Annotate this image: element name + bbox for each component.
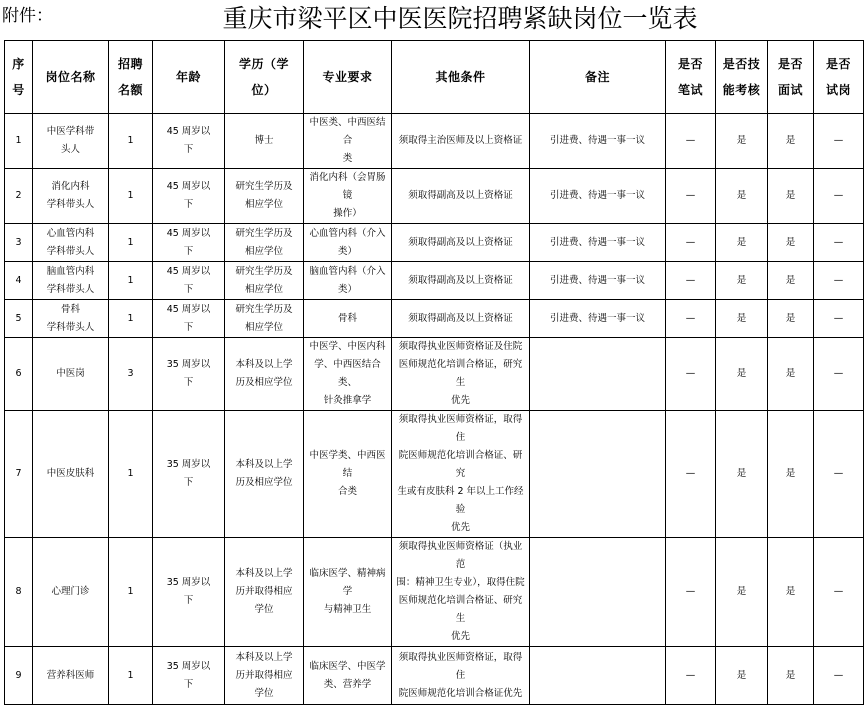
header-major: 专业要求 bbox=[304, 41, 392, 114]
cell-interview: 是 bbox=[768, 538, 814, 647]
cell-education: 本科及以上学 历及相应学位 bbox=[225, 411, 304, 538]
cell-probation: — bbox=[814, 300, 864, 338]
positions-table bbox=[4, 40, 864, 705]
cell-remark bbox=[530, 338, 666, 411]
cell-remark: 引进费、待遇一事一议 bbox=[530, 300, 666, 338]
cell-skill-assessment: 是 bbox=[716, 114, 768, 169]
cell-other-conditions: 须取得主治医师及以上资格证 bbox=[392, 114, 530, 169]
cell-skill-assessment: 是 bbox=[716, 224, 768, 262]
table-row bbox=[5, 411, 864, 538]
cell-age: 45 周岁以 下 bbox=[153, 224, 225, 262]
cell-remark: 引进费、待遇一事一议 bbox=[530, 169, 666, 224]
header-other-conditions: 其他条件 bbox=[392, 41, 530, 114]
cell-probation: — bbox=[814, 169, 864, 224]
cell-written-exam: — bbox=[666, 411, 716, 538]
cell-age: 45 周岁以 下 bbox=[153, 169, 225, 224]
cell-position: 骨科 学科带头人 bbox=[33, 300, 109, 338]
cell-major: 中医学、中医内科 学、中西医结合类、 针灸推拿学 bbox=[304, 338, 392, 411]
cell-seq: 5 bbox=[5, 300, 33, 338]
cell-written-exam: — bbox=[666, 300, 716, 338]
cell-remark: 引进费、待遇一事一议 bbox=[530, 114, 666, 169]
cell-education: 本科及以上学 历并取得相应 学位 bbox=[225, 538, 304, 647]
cell-skill-assessment: 是 bbox=[716, 169, 768, 224]
header-skill-assessment: 是否技 能考核 bbox=[716, 41, 768, 114]
cell-education: 研究生学历及 相应学位 bbox=[225, 224, 304, 262]
cell-seq: 9 bbox=[5, 647, 33, 705]
cell-major: 临床医学、精神病学 与精神卫生 bbox=[304, 538, 392, 647]
table-row bbox=[5, 262, 864, 300]
header-interview: 是否 面试 bbox=[768, 41, 814, 114]
cell-other-conditions: 须取得执业医师资格证及住院 医师规范化培训合格证，研究生 优先 bbox=[392, 338, 530, 411]
cell-seq: 6 bbox=[5, 338, 33, 411]
cell-remark: 引进费、待遇一事一议 bbox=[530, 262, 666, 300]
cell-seq: 8 bbox=[5, 538, 33, 647]
cell-interview: 是 bbox=[768, 169, 814, 224]
cell-position: 心理门诊 bbox=[33, 538, 109, 647]
cell-remark bbox=[530, 411, 666, 538]
cell-other-conditions: 须取得副高及以上资格证 bbox=[392, 300, 530, 338]
table-row bbox=[5, 300, 864, 338]
header-position: 岗位名称 bbox=[33, 41, 109, 114]
cell-probation: — bbox=[814, 262, 864, 300]
cell-other-conditions: 须取得副高及以上资格证 bbox=[392, 262, 530, 300]
cell-position: 中医学科带 头人 bbox=[33, 114, 109, 169]
cell-written-exam: — bbox=[666, 114, 716, 169]
header-probation: 是否 试岗 bbox=[814, 41, 864, 114]
cell-major: 中医学类、中西医结 合类 bbox=[304, 411, 392, 538]
cell-education: 博士 bbox=[225, 114, 304, 169]
cell-other-conditions: 须取得执业医师资格证（执业范 围：精神卫生专业），取得住院 医师规范化培训合格证、研究生 优先 bbox=[392, 538, 530, 647]
cell-remark: 引进费、待遇一事一议 bbox=[530, 224, 666, 262]
cell-skill-assessment: 是 bbox=[716, 262, 768, 300]
cell-interview: 是 bbox=[768, 411, 814, 538]
cell-written-exam: — bbox=[666, 262, 716, 300]
cell-other-conditions: 须取得执业医师资格证，取得住 院医师规范化培训合格证优先 bbox=[392, 647, 530, 705]
cell-written-exam: — bbox=[666, 169, 716, 224]
cell-written-exam: — bbox=[666, 647, 716, 705]
page-title: 重庆市梁平区中医医院招聘紧缺岗位一览表 bbox=[222, 4, 698, 33]
cell-major: 消化内科（会胃肠镜 操作） bbox=[304, 169, 392, 224]
cell-major: 脑血管内科（介入 类） bbox=[304, 262, 392, 300]
cell-education: 研究生学历及 相应学位 bbox=[225, 169, 304, 224]
cell-education: 本科及以上学 历及相应学位 bbox=[225, 338, 304, 411]
cell-age: 45 周岁以 下 bbox=[153, 300, 225, 338]
cell-other-conditions: 须取得执业医师资格证，取得住 院医师规范化培训合格证、研究 生或有皮肤科 2 年以上工作经验 优先 bbox=[392, 411, 530, 538]
header-age: 年龄 bbox=[153, 41, 225, 114]
cell-position: 心血管内科 学科带头人 bbox=[33, 224, 109, 262]
header-quota: 招聘 名额 bbox=[109, 41, 153, 114]
cell-quota: 1 bbox=[109, 224, 153, 262]
cell-position: 消化内科 学科带头人 bbox=[33, 169, 109, 224]
cell-age: 35 周岁以 下 bbox=[153, 411, 225, 538]
cell-position: 中医皮肤科 bbox=[33, 411, 109, 538]
cell-major: 中医类、中西医结合 类 bbox=[304, 114, 392, 169]
cell-written-exam: — bbox=[666, 224, 716, 262]
cell-probation: — bbox=[814, 538, 864, 647]
cell-age: 45 周岁以 下 bbox=[153, 114, 225, 169]
header-seq: 序 号 bbox=[5, 41, 33, 114]
cell-education: 本科及以上学 历并取得相应 学位 bbox=[225, 647, 304, 705]
cell-interview: 是 bbox=[768, 114, 814, 169]
cell-quota: 1 bbox=[109, 538, 153, 647]
table-row bbox=[5, 169, 864, 224]
cell-major: 临床医学、中医学 类、营养学 bbox=[304, 647, 392, 705]
cell-interview: 是 bbox=[768, 647, 814, 705]
cell-remark bbox=[530, 647, 666, 705]
cell-probation: — bbox=[814, 338, 864, 411]
cell-skill-assessment: 是 bbox=[716, 411, 768, 538]
cell-skill-assessment: 是 bbox=[716, 300, 768, 338]
cell-skill-assessment: 是 bbox=[716, 338, 768, 411]
cell-remark bbox=[530, 538, 666, 647]
cell-interview: 是 bbox=[768, 262, 814, 300]
cell-written-exam: — bbox=[666, 538, 716, 647]
cell-quota: 1 bbox=[109, 169, 153, 224]
cell-major: 骨科 bbox=[304, 300, 392, 338]
cell-education: 研究生学历及 相应学位 bbox=[225, 300, 304, 338]
table-row bbox=[5, 338, 864, 411]
cell-interview: 是 bbox=[768, 224, 814, 262]
cell-interview: 是 bbox=[768, 300, 814, 338]
cell-age: 35 周岁以 下 bbox=[153, 538, 225, 647]
cell-position: 脑血管内科 学科带头人 bbox=[33, 262, 109, 300]
cell-other-conditions: 须取得副高及以上资格证 bbox=[392, 169, 530, 224]
cell-age: 45 周岁以 下 bbox=[153, 262, 225, 300]
cell-seq: 2 bbox=[5, 169, 33, 224]
cell-seq: 1 bbox=[5, 114, 33, 169]
attachment-label: 附件： bbox=[2, 6, 53, 26]
cell-quota: 1 bbox=[109, 300, 153, 338]
cell-probation: — bbox=[814, 224, 864, 262]
table-row bbox=[5, 647, 864, 705]
cell-other-conditions: 须取得副高及以上资格证 bbox=[392, 224, 530, 262]
table-row bbox=[5, 538, 864, 647]
cell-quota: 1 bbox=[109, 411, 153, 538]
header-remark: 备注 bbox=[530, 41, 666, 114]
cell-quota: 3 bbox=[109, 338, 153, 411]
cell-age: 35 周岁以 下 bbox=[153, 647, 225, 705]
header-education: 学历（学 位） bbox=[225, 41, 304, 114]
cell-probation: — bbox=[814, 411, 864, 538]
cell-probation: — bbox=[814, 114, 864, 169]
cell-position: 营养科医师 bbox=[33, 647, 109, 705]
cell-education: 研究生学历及 相应学位 bbox=[225, 262, 304, 300]
cell-probation: — bbox=[814, 647, 864, 705]
cell-seq: 4 bbox=[5, 262, 33, 300]
cell-quota: 1 bbox=[109, 262, 153, 300]
table-row bbox=[5, 114, 864, 169]
cell-interview: 是 bbox=[768, 338, 814, 411]
cell-quota: 1 bbox=[109, 114, 153, 169]
cell-major: 心血管内科（介入 类） bbox=[304, 224, 392, 262]
cell-quota: 1 bbox=[109, 647, 153, 705]
header-written-exam: 是否 笔试 bbox=[666, 41, 716, 114]
cell-age: 35 周岁以 下 bbox=[153, 338, 225, 411]
cell-position: 中医岗 bbox=[33, 338, 109, 411]
cell-skill-assessment: 是 bbox=[716, 538, 768, 647]
cell-seq: 7 bbox=[5, 411, 33, 538]
cell-seq: 3 bbox=[5, 224, 33, 262]
cell-skill-assessment: 是 bbox=[716, 647, 768, 705]
table-header-row bbox=[5, 41, 864, 114]
table-row bbox=[5, 224, 864, 262]
cell-written-exam: — bbox=[666, 338, 716, 411]
